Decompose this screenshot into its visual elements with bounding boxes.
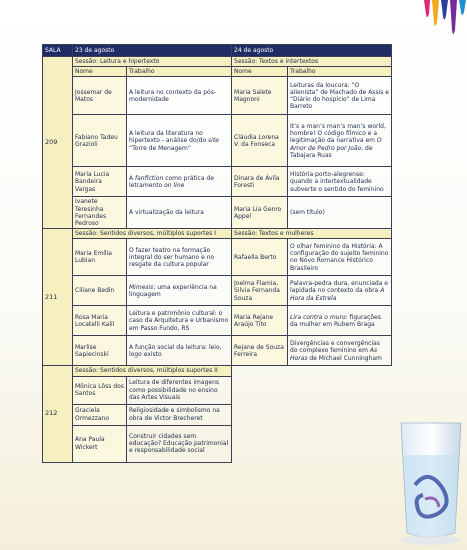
work-title: (sem título) xyxy=(288,197,392,229)
paint-drips-decoration xyxy=(420,0,467,40)
presenter-name: Maria Lia Genro Appel xyxy=(232,197,288,229)
presenter-name: Rejane de Souza Ferreira xyxy=(232,336,288,366)
room-209: 209 xyxy=(43,57,73,229)
presenter-name: Mônica Lôss dos Santos xyxy=(73,376,127,404)
presenter-name: Ana Paula Wickert xyxy=(73,425,127,462)
work-title: Lira contra o muro: figurações da mulher em Rubem Braga xyxy=(288,306,392,336)
session-title: Sessão: Sentidos diversos, múltiplos suportes II xyxy=(73,366,232,376)
sala-header: SALA xyxy=(43,45,73,57)
work-title: A leitura no contexto da pós-modernidade xyxy=(127,77,232,115)
day2-header: 24 de agosto xyxy=(232,45,392,57)
table-row xyxy=(43,404,392,425)
work-title: Leitura e patrimônio cultural: o caso da Arquitetura e Urbanismo em Passo Fundo, RS xyxy=(127,306,232,336)
work-title: Construir cidades sem educação? Educação patrimonial e responsabilidade social xyxy=(127,425,232,462)
room-211: 211 xyxy=(43,229,73,366)
session-row xyxy=(43,57,392,67)
col-trabalho: Trabalho xyxy=(127,67,232,77)
work-title: Leitura de diferentes imagens como possibilidade no ensino das Artes Visuais xyxy=(127,376,232,404)
room-212: 212 xyxy=(43,366,73,462)
work-title: A leitura da literatura no hipertexto - análise do/do site “Torre de Menagem” xyxy=(127,115,232,167)
table-row xyxy=(43,425,392,462)
table-row xyxy=(43,115,392,167)
work-title: Mimesis: uma experiência na linguagem xyxy=(127,276,232,306)
session-title: Sessão: Textos e mulheres xyxy=(232,229,392,239)
presenter-name: Dinara de Ávila Foresti xyxy=(232,167,288,197)
table-row xyxy=(43,336,392,366)
schedule-table xyxy=(42,44,392,463)
table-row xyxy=(43,197,392,229)
work-title: Religiosidade e simbolismo na obra de Victor Brecheret xyxy=(127,404,232,425)
presenter-name: Ivanete Teresinha Fernandes Pedroso xyxy=(73,197,127,229)
session-row xyxy=(43,366,392,376)
table-row xyxy=(43,376,392,404)
day1-header: 23 de agosto xyxy=(73,45,232,57)
work-title: O olhar feminino da História: A configuração do sujeito feminino no Novo Romance Histórico Brasileiro xyxy=(288,239,392,276)
col-nome: Nome xyxy=(73,67,127,77)
presenter-name: Joelma Flamia, Silvia Fernanda Souza xyxy=(232,276,288,306)
presenter-name: Maria Lucia Bandeira Vargas xyxy=(73,167,127,197)
presenter-name: Fabiano Tadeu Grazioli xyxy=(73,115,127,167)
work-title: Divergências e convergências do complexo feminino em As Horas de Michael Cunningham xyxy=(288,336,392,366)
table-row xyxy=(43,306,392,336)
work-title: A virtualização da leitura xyxy=(127,197,232,229)
work-title: A função social da leitura: leio, logo existo xyxy=(127,336,232,366)
presenter-name: Maria Rejane Araújo Tito xyxy=(232,306,288,336)
table-row xyxy=(43,167,392,197)
work-title: It’s a man’s man’s man’s world, hombre! O código fílmico e a legitimação da narrativa em O Amor de Pedro por João, de Tabajara Ruas xyxy=(288,115,392,167)
presenter-name: Ciliane Bedin xyxy=(73,276,127,306)
column-header-row xyxy=(43,67,392,77)
presenter-name: Jossemar de Matos xyxy=(73,77,127,115)
col-nome: Nome xyxy=(232,67,288,77)
work-title: O fazer teatro na formação integral do ser humano e no resgate da cultura popular xyxy=(127,239,232,276)
col-trabalho: Trabalho xyxy=(288,67,392,77)
session-title: Sessão: Textos e intertextos xyxy=(232,57,392,67)
work-title: A fanfiction como prática de letramento on line xyxy=(127,167,232,197)
table-row xyxy=(43,239,392,276)
work-title: História porto-alegrense: quando a intertextualidade subverte o sentido do feminino xyxy=(288,167,392,197)
table-row xyxy=(43,77,392,115)
presenter-name: Cláudia Lorena V. da Fonseca xyxy=(232,115,288,167)
header-row xyxy=(43,45,392,57)
presenter-name: Marlise Sapiecinski xyxy=(73,336,127,366)
presenter-name: Rafaella Berto xyxy=(232,239,288,276)
presenter-name: Graciela Ormezzano xyxy=(73,404,127,425)
presenter-name: Maria Emília Lubian xyxy=(73,239,127,276)
session-row xyxy=(43,229,392,239)
work-title: Leituras da loucura: “O alienista” de Machado de Assis e “Diário do hospício” de Lima Barreto xyxy=(288,77,392,115)
presenter-name: Rosa Maria Locatelli Kalil xyxy=(73,306,127,336)
work-title: Palavra-pedra dura, enunciada e lapidada no contexto da obra A Hora da Estrela xyxy=(288,276,392,306)
presenter-name: Maria Salete Magnoni xyxy=(232,77,288,115)
table-row xyxy=(43,276,392,306)
session-title: Sessão: Leitura e hipertexto xyxy=(73,57,232,67)
session-title: Sessão: Sentidos diversos, múltiplos suportes I xyxy=(73,229,232,239)
water-glass-illustration xyxy=(395,415,467,550)
